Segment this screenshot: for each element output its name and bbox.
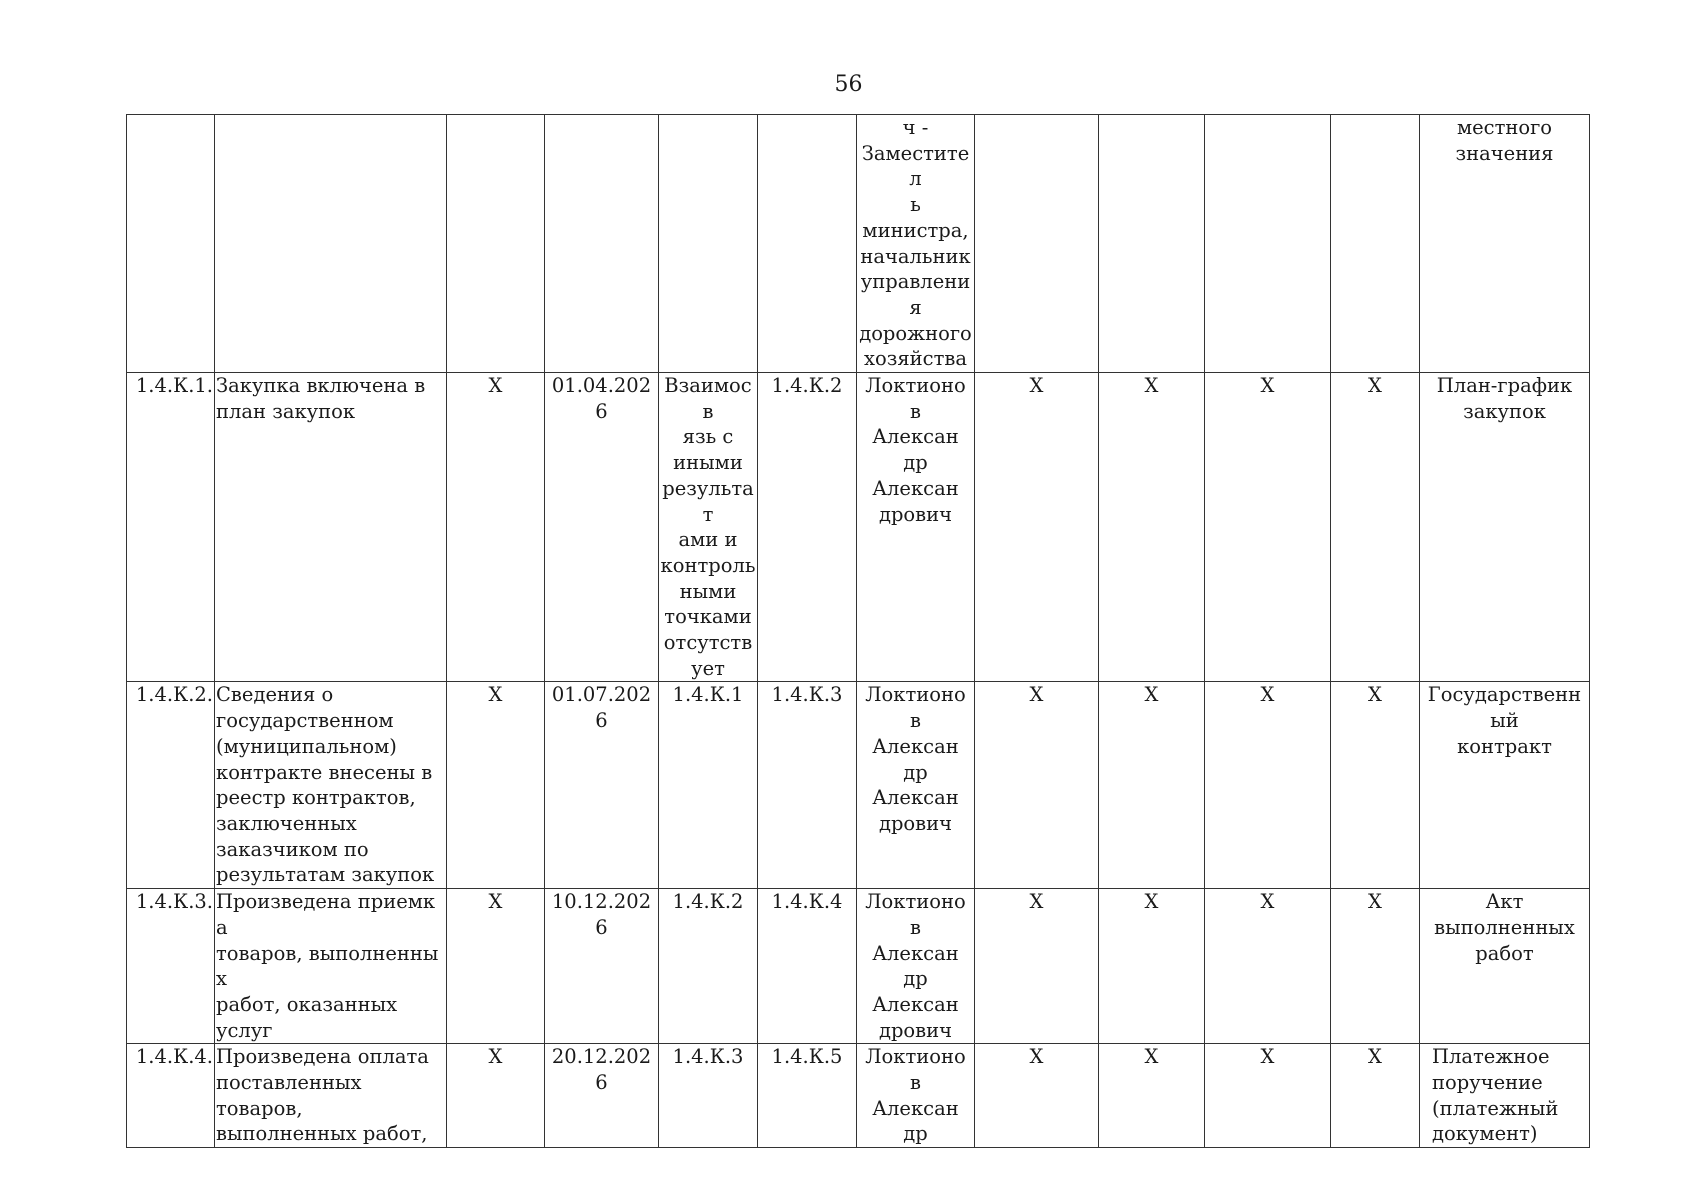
cell-predecessor: 1.4.К.2 [659,889,758,1044]
cell-mark: X [1205,1044,1331,1148]
cell-date [545,115,659,373]
cell-code: 1.4.К.1. [127,373,215,682]
cell-mark: X [975,373,1099,682]
cell-mark [1099,115,1205,373]
cell-responsible: Локтионо в Алексан др Алексан дрович [857,373,975,682]
table-row [127,682,1590,889]
cell-mark: X [447,889,545,1044]
cell-mark: X [975,889,1099,1044]
cell-mark [447,115,545,373]
table-row [127,889,1590,1044]
cell-successor: 1.4.К.5 [758,1044,857,1148]
cell-mark: X [1205,373,1331,682]
cell-successor [758,115,857,373]
cell-mark: X [1205,889,1331,1044]
cell-mark: X [1331,889,1420,1044]
cell-event [215,115,447,373]
page-number: 56 [834,72,863,97]
cell-mark [975,115,1099,373]
cell-responsible: ч - Заместител ь министра, начальник управлени я дорожного хозяйства [857,115,975,373]
cell-date: 01.07.2026 [545,682,659,889]
cell-result: Акт выполненных работ [1420,889,1590,1044]
cell-result: местного значения [1420,115,1590,373]
cell-predecessor [659,115,758,373]
cell-result: Государственный контракт [1420,682,1590,889]
cell-date: 01.04.2026 [545,373,659,682]
table-row [127,1044,1590,1148]
cell-responsible: Локтионо в Алексан др [857,1044,975,1148]
table-row [127,115,1590,373]
cell-predecessor: 1.4.К.3 [659,1044,758,1148]
cell-event: Произведена приемка товаров, выполненных работ, оказанных услуг [215,889,447,1044]
cell-successor: 1.4.К.4 [758,889,857,1044]
cell-mark: X [1099,889,1205,1044]
cell-mark: X [1331,1044,1420,1148]
table-row [127,373,1590,682]
cell-code: 1.4.К.4. [127,1044,215,1148]
cell-predecessor: Взаимосв язь с иными результат ами и контроль ными точками отсутств ует [659,373,758,682]
cell-mark: X [1099,682,1205,889]
cell-mark: X [1331,682,1420,889]
cell-successor: 1.4.К.2 [758,373,857,682]
cell-mark [1331,115,1420,373]
cell-result: Платежное поручение (платежный документ) [1420,1044,1590,1148]
cell-mark: X [447,373,545,682]
cell-responsible: Локтионо в Алексан др Алексан дрович [857,889,975,1044]
cell-mark: X [447,682,545,889]
cell-mark: X [1099,1044,1205,1148]
cell-result: План-график закупок [1420,373,1590,682]
cell-mark: X [447,1044,545,1148]
cell-mark: X [1099,373,1205,682]
cell-mark: X [1205,682,1331,889]
cell-mark: X [975,1044,1099,1148]
cell-event: Сведения о государственном (муниципальном) контракте внесены в реестр контрактов, заключенных заказчиком по результатам закупок [215,682,447,889]
control-points-table [126,114,1590,1148]
cell-event: Произведена оплата поставленных товаров, выполненных работ, [215,1044,447,1148]
cell-mark: X [975,682,1099,889]
cell-code: 1.4.К.2. [127,682,215,889]
cell-date: 10.12.2026 [545,889,659,1044]
cell-code: 1.4.К.3. [127,889,215,1044]
cell-mark [1205,115,1331,373]
cell-responsible: Локтионо в Алексан др Алексан дрович [857,682,975,889]
cell-date: 20.12.2026 [545,1044,659,1148]
cell-successor: 1.4.К.3 [758,682,857,889]
cell-event: Закупка включена в план закупок [215,373,447,682]
cell-predecessor: 1.4.К.1 [659,682,758,889]
cell-mark: X [1331,373,1420,682]
cell-code [127,115,215,373]
